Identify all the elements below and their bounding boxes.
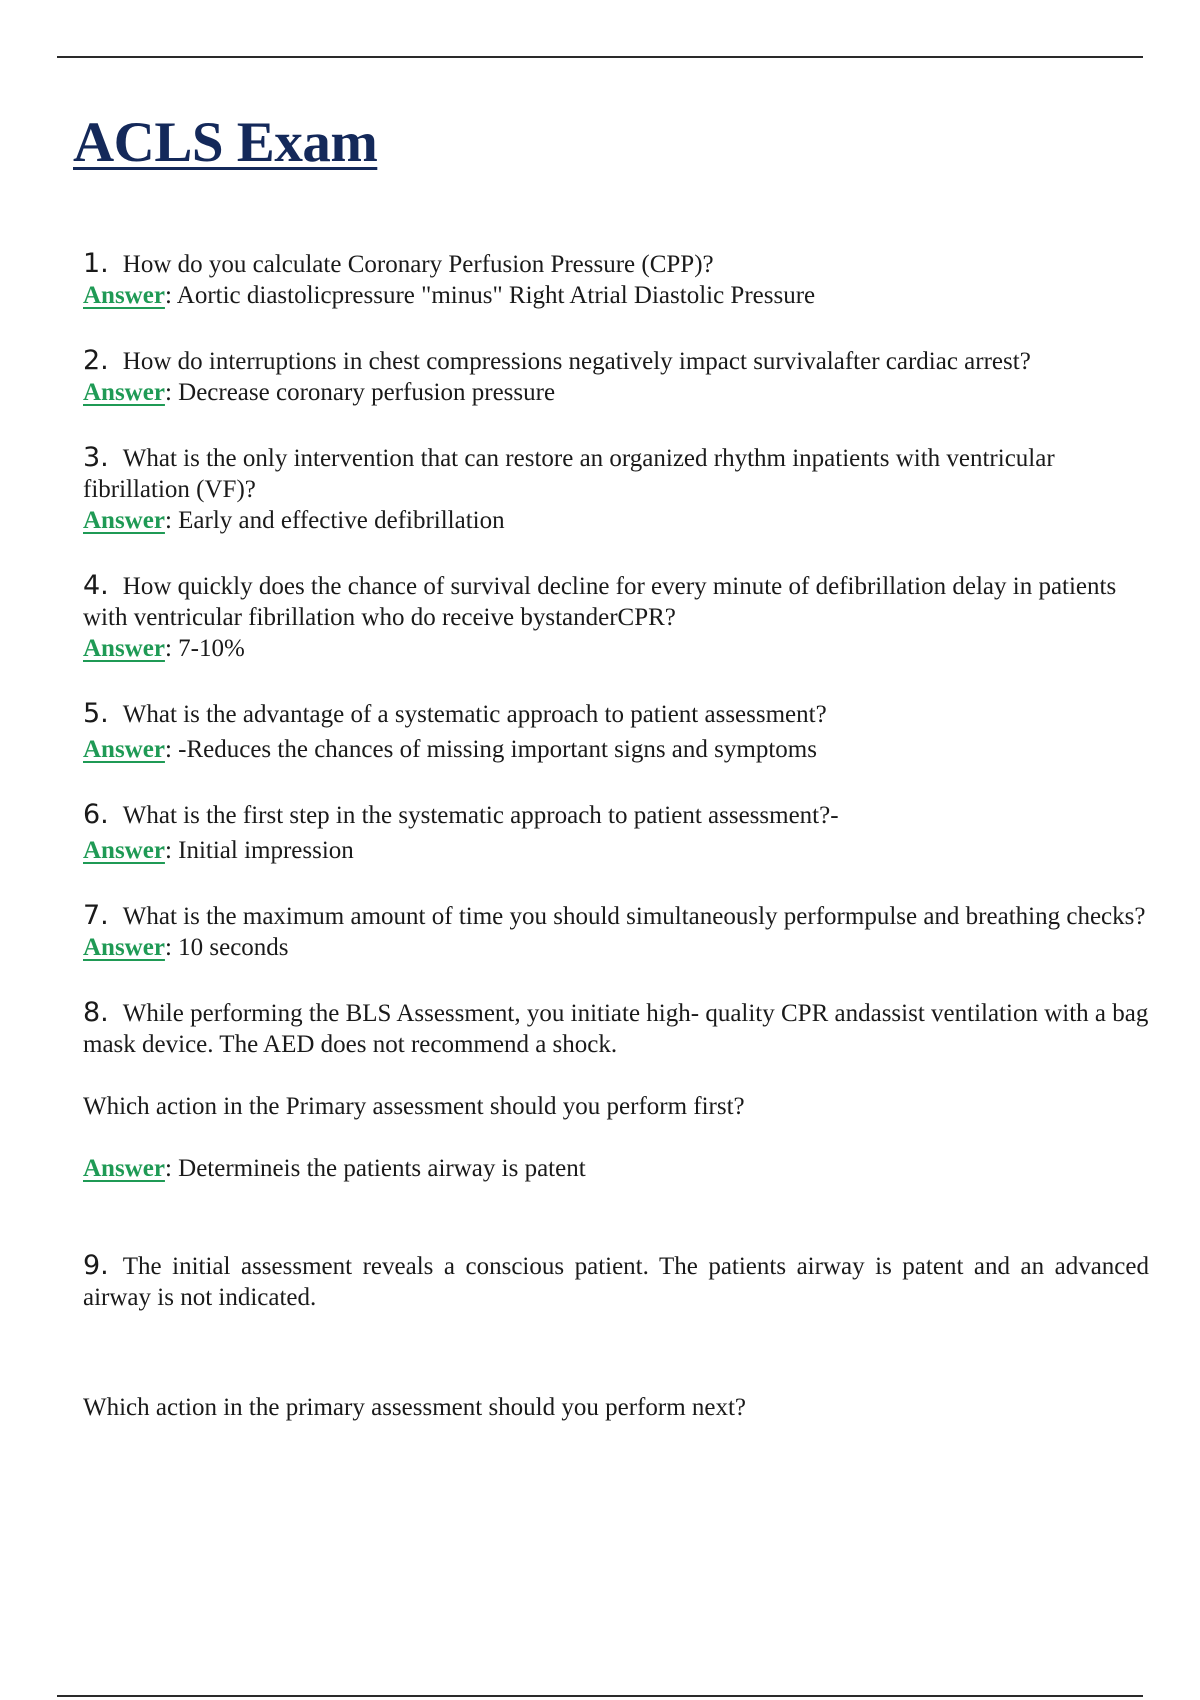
question xyxy=(83,345,1149,377)
question xyxy=(83,698,1149,730)
question-text: How do interruptions in chest compressions negatively impact survivalafter cardiac arrest? xyxy=(122,348,1031,375)
question xyxy=(83,1250,1149,1313)
qa-item xyxy=(83,345,1149,408)
answer-text: 10 seconds xyxy=(178,934,289,961)
bottom-rule xyxy=(57,1695,1143,1697)
document-title: ACLS Exam xyxy=(73,111,378,174)
qa-item xyxy=(83,442,1149,536)
answer-label: Answer xyxy=(83,837,165,864)
question xyxy=(83,799,1149,831)
question-number: 9. xyxy=(83,1250,109,1281)
question-number: 1. xyxy=(83,248,109,279)
answer-text: Determineis the patients airway is patent xyxy=(178,1155,586,1182)
qa-item xyxy=(83,698,1149,765)
answer: Answer: 7-10% xyxy=(83,635,245,662)
question-number: 6. xyxy=(83,799,109,830)
answer-label: Answer xyxy=(83,635,165,662)
qa-item xyxy=(83,997,1149,1184)
question-text: What is the maximum amount of time you should simultaneously performpulse and breathing checks? xyxy=(122,903,1146,930)
sub-question: Which action in the Primary assessment should you perform first? xyxy=(83,1093,745,1120)
answer-label: Answer xyxy=(83,736,165,763)
answer: Answer: 10 seconds xyxy=(83,934,289,961)
question xyxy=(83,248,1149,280)
answer-text: 7-10% xyxy=(178,635,245,662)
question-number: 4. xyxy=(83,570,109,601)
question xyxy=(83,442,1149,505)
question-text: While performing the BLS Assessment, you initiate high- quality CPR andassist ventilation with a bag mask device. The AED does not recommend a shock. xyxy=(83,1000,1149,1058)
qa-item xyxy=(83,799,1149,866)
answer: Answer: Initial impression xyxy=(83,837,354,864)
qa-list xyxy=(83,248,1149,1423)
top-rule xyxy=(57,56,1143,58)
answer-label: Answer xyxy=(83,934,165,961)
answer-label: Answer xyxy=(83,282,165,309)
sub-question: Which action in the primary assessment should you perform next? xyxy=(83,1394,747,1421)
question-number: 3. xyxy=(83,442,109,473)
answer-label: Answer xyxy=(83,379,165,406)
question xyxy=(83,570,1149,633)
qa-item xyxy=(83,900,1149,963)
question xyxy=(83,900,1149,932)
qa-item xyxy=(83,1250,1149,1423)
question-text: How do you calculate Coronary Perfusion Pressure (CPP)? xyxy=(122,251,714,278)
qa-item xyxy=(83,570,1149,664)
question-number: 8. xyxy=(83,997,109,1028)
question-number: 5. xyxy=(83,698,109,729)
answer: Answer: -Reduces the chances of missing important signs and symptoms xyxy=(83,736,817,763)
question xyxy=(83,997,1149,1060)
answer: Answer: Decrease coronary perfusion pressure xyxy=(83,379,556,406)
answer: Answer: Determineis the patients airway is patent xyxy=(83,1155,586,1182)
question-text: What is the advantage of a systematic approach to patient assessment? xyxy=(122,701,827,728)
qa-item xyxy=(83,248,1149,311)
answer: Answer: Aortic diastolicpressure "minus" Right Atrial Diastolic Pressure xyxy=(83,282,816,309)
answer-text: -Reduces the chances of missing important signs and symptoms xyxy=(178,736,817,763)
question-text: What is the first step in the systematic approach to patient assessment?- xyxy=(122,802,839,829)
answer-text: Early and effective defibrillation xyxy=(178,507,505,534)
answer-text: Aortic diastolicpressure "minus" Right Atrial Diastolic Pressure xyxy=(176,282,816,309)
question-text: The initial assessment reveals a conscious patient. The patients airway is patent and an advanced airway is not indicated. xyxy=(83,1253,1149,1311)
answer-text: Initial impression xyxy=(178,837,354,864)
question-number: 7. xyxy=(83,900,109,931)
answer-label: Answer xyxy=(83,1155,165,1182)
question-number: 2. xyxy=(83,345,109,376)
question-text: What is the only intervention that can restore an organized rhythm inpatients with ventricular fibrillation (VF)? xyxy=(83,445,1055,503)
answer-label: Answer xyxy=(83,507,165,534)
question-text: How quickly does the chance of survival decline for every minute of defibrillation delay in patients with ventricular fibrillation who do receive bystanderCPR? xyxy=(83,573,1117,631)
answer: Answer: Early and effective defibrillation xyxy=(83,507,505,534)
answer-text: Decrease coronary perfusion pressure xyxy=(178,379,556,406)
